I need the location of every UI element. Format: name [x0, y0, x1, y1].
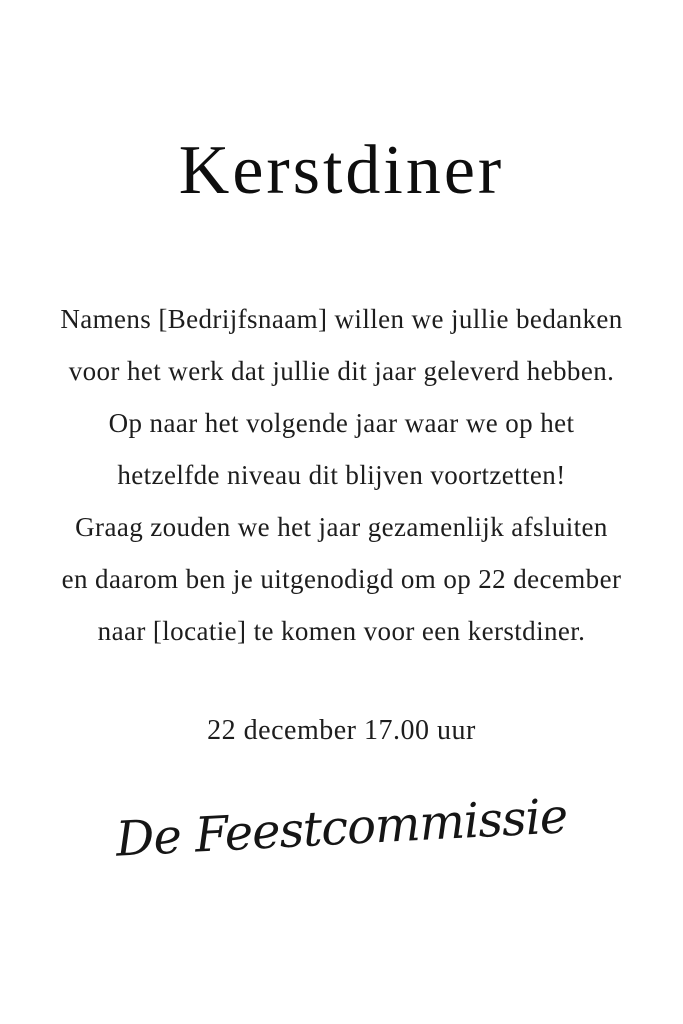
event-datetime: 22 december 17.00 uur — [207, 715, 476, 746]
message-line: Namens [Bedrijfsnaam] willen we jullie bedanken — [60, 304, 623, 334]
invitation-message — [30, 293, 653, 657]
message-line: Graag zouden we het jaar gezamenlijk afsluiten — [75, 512, 608, 542]
message-line: en daarom ben je uitgenodigd om op 22 december — [61, 564, 622, 594]
message-line: hetzelfde niveau dit blijven voortzetten! — [117, 460, 566, 490]
signature-text: De Feestcommissie — [114, 788, 569, 868]
message-line: naar [locatie] te komen voor een kerstdiner. — [97, 616, 586, 646]
message-line: voor het werk dat jullie dit jaar geleverd hebben. — [68, 356, 615, 386]
message-line: Op naar het volgende jaar waar we op het — [108, 408, 575, 438]
page-title: Kerstdiner — [178, 132, 505, 209]
